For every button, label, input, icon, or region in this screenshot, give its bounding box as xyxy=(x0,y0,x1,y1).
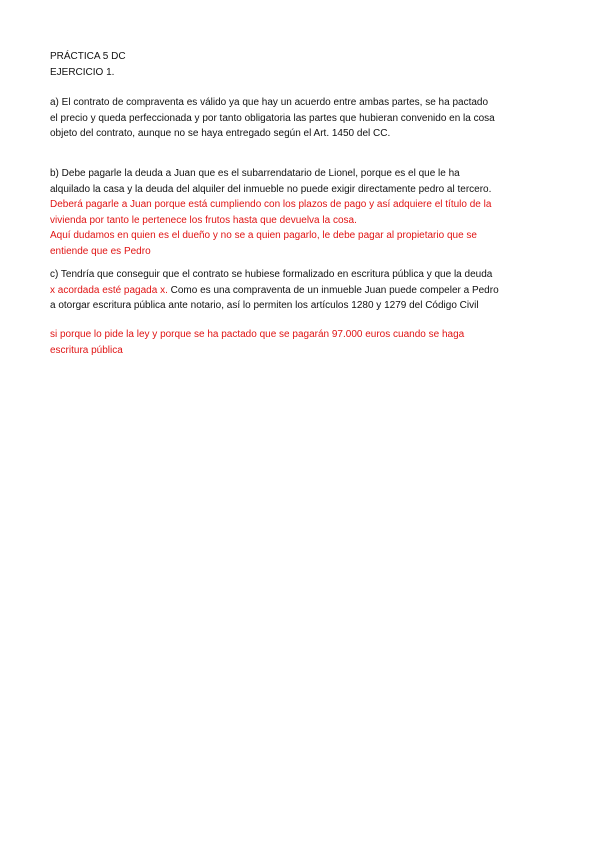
document-header xyxy=(50,49,550,80)
answer-b-correction-line: entiende que es Pedro xyxy=(50,245,151,257)
exercise-title: EJERCICIO 1. xyxy=(50,66,115,78)
answer-b-correction-line: Deberá pagarle a Juan porque está cumpliendo con los plazos de pago y así adquiere el título de la xyxy=(50,199,492,210)
practice-title: PRÁCTICA 5 DC xyxy=(50,51,126,62)
answer-b-line: alquilado la casa y la deuda del alquiler del inmueble no puede exigir directamente pedro al tercero. xyxy=(50,183,492,195)
answer-a-line: a) El contrato de compraventa es válido ya que hay un acuerdo entre ambas partes, se ha pactado xyxy=(50,97,489,108)
answer-b-correction-line: Aquí dudamos en quien es el dueño y no se a quien pagarlo, le debe pagar al propietario que se xyxy=(50,230,477,241)
answer-b-paragraph xyxy=(50,166,550,259)
answer-b-line: b) Debe pagarle la deuda a Juan que es el subarrendatario de Lionel, porque es el que le ha xyxy=(50,168,460,179)
answer-a-line: el precio y queda perfeccionada y por tanto obligatoria las partes que hubieran convenido en la cosa xyxy=(50,112,495,124)
final-note-line: escritura pública xyxy=(50,344,123,356)
final-note-line: si porque lo pide la ley y porque se ha pactado que se pagarán 97.000 euros cuando se haga xyxy=(50,329,465,340)
final-note-paragraph xyxy=(50,327,550,358)
answer-b-correction-line: vivienda por tanto le pertenece los frutos hasta que devuelva la cosa. xyxy=(50,214,357,226)
answer-c-line: c) Tendría que conseguir que el contrato se hubiese formalizado en escritura pública y que la deuda xyxy=(50,269,493,280)
answer-c-correction-text: x acordada esté pagada x. xyxy=(50,284,168,296)
answer-c-paragraph xyxy=(50,267,550,314)
answer-c-line: a otorgar escritura pública ante notario, así lo permiten los artículos 1280 y 1279 del Código Civil xyxy=(50,300,479,311)
answer-c-line-mixed xyxy=(50,283,550,299)
answer-a-line: objeto del contrato, aunque no se haya entregado según el Art. 1450 del CC. xyxy=(50,128,391,139)
answer-a-paragraph xyxy=(50,95,550,142)
answer-c-text: Como es una compraventa de un inmueble Juan puede compeler a Pedro xyxy=(167,284,499,296)
